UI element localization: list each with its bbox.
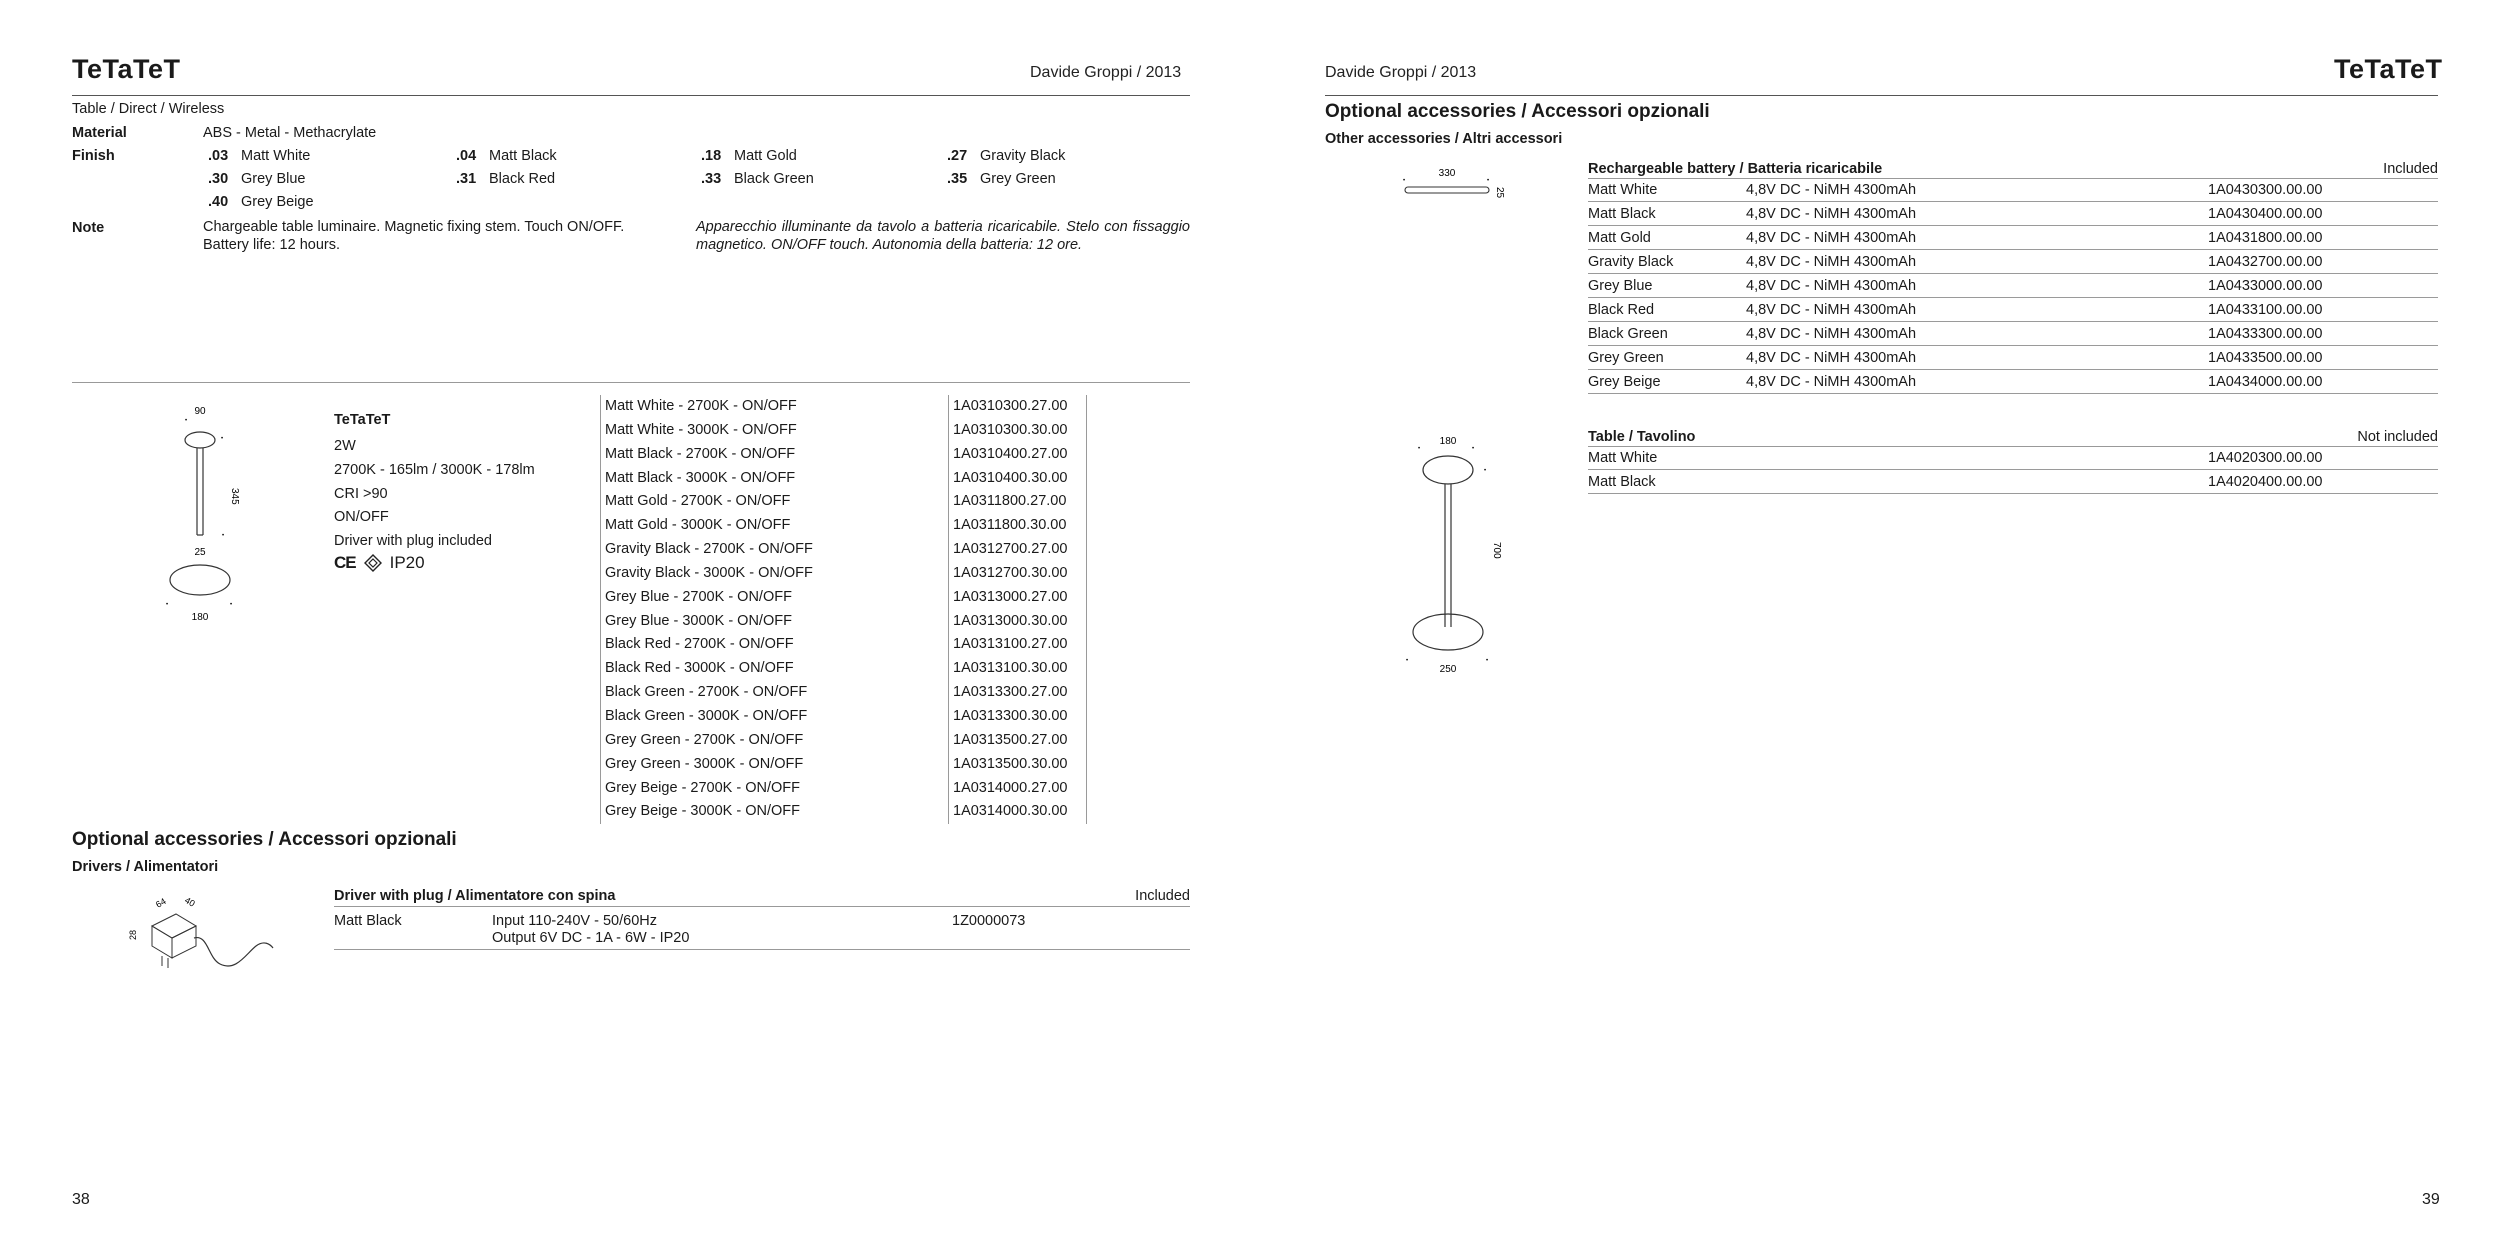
dim-dot: • <box>230 602 233 608</box>
driver-cable <box>194 938 273 966</box>
finish-name: Matt Gold <box>734 148 797 164</box>
product-code: 1A0314000.27.00 <box>953 779 1068 796</box>
finish-code: .27 <box>947 148 968 164</box>
dim-dot: • <box>222 533 225 539</box>
code-description: Matt Black - 2700K - ON/OFF <box>601 443 949 467</box>
driver-dim-b: 40 <box>183 895 197 909</box>
driver-header-rule <box>334 906 1190 907</box>
finish-item <box>208 147 310 165</box>
battery-status: Included <box>2383 161 2438 177</box>
code-table-row <box>601 705 1086 729</box>
page-title-right: TeTaTeT <box>2334 54 2443 84</box>
battery-code: 1A0433300.00.00 <box>2208 326 2323 342</box>
battery-spec: 4,8V DC - NiMH 4300mAh <box>1746 374 1917 390</box>
product-code: 1A0313100.27.00 <box>953 636 1068 653</box>
code-table-row <box>601 514 1086 538</box>
table-header: Table / Tavolino <box>1588 429 1696 445</box>
section-divider <box>72 382 1190 383</box>
accessories-title-left: Optional accessories / Accessori opzionali <box>72 829 457 850</box>
code-description: Grey Green - 2700K - ON/OFF <box>601 729 949 753</box>
code-description: Matt Gold - 3000K - ON/OFF <box>601 514 949 538</box>
battery-row <box>1588 226 2438 250</box>
code-description: Gravity Black - 3000K - ON/OFF <box>601 562 949 586</box>
battery-finish: Grey Beige <box>1588 374 1661 390</box>
product-spec: Driver with plug included <box>334 533 492 550</box>
code-table-row <box>601 729 1086 753</box>
finish-item <box>456 170 555 188</box>
driver-status: Included <box>1135 888 1190 904</box>
finish-item <box>456 147 557 165</box>
finish-name: Gravity Black <box>980 148 1066 164</box>
finish-item <box>208 193 314 211</box>
code-description: Grey Beige - 2700K - ON/OFF <box>601 777 949 801</box>
finish-item <box>208 170 305 188</box>
product-spec: 2W <box>334 438 356 454</box>
finish-code: .03 <box>208 148 229 164</box>
dim-dot: • <box>1484 468 1487 474</box>
driver-dim-a: 64 <box>154 896 168 910</box>
battery-spec: 4,8V DC - NiMH 4300mAh <box>1746 254 1917 270</box>
code-description: Grey Green - 3000K - ON/OFF <box>601 753 949 777</box>
battery-row <box>1588 250 2438 274</box>
side-table-finish: Matt Black <box>1588 474 1656 490</box>
dim-top-label: 90 <box>194 406 206 417</box>
driver-header: Driver with plug / Alimentatore con spina <box>334 888 616 904</box>
title-divider-right <box>1325 95 2438 96</box>
code-table-row <box>601 657 1086 681</box>
finish-name: Grey Green <box>980 171 1056 187</box>
ce-mark: CE <box>334 553 356 572</box>
side-table-finish: Matt White <box>1588 450 1658 466</box>
title-divider-left <box>72 95 1190 96</box>
code-description: Black Red - 2700K - ON/OFF <box>601 633 949 657</box>
dim-stem-label: 25 <box>194 547 206 558</box>
battery-row <box>1588 202 2438 226</box>
code-description: Black Green - 2700K - ON/OFF <box>601 681 949 705</box>
battery-finish: Gravity Black <box>1588 254 1674 270</box>
product-code: 1A0313500.27.00 <box>953 731 1068 748</box>
battery-spec: 4,8V DC - NiMH 4300mAh <box>1746 206 1917 222</box>
table-status: Not included <box>2357 429 2438 445</box>
battery-spec: 4,8V DC - NiMH 4300mAh <box>1746 350 1917 366</box>
accessories-subtitle-right: Other accessories / Altri accessori <box>1325 131 1563 147</box>
battery-row <box>1588 178 2438 202</box>
product-code: 1A0312700.27.00 <box>953 541 1068 558</box>
code-description: Grey Beige - 3000K - ON/OFF <box>601 800 949 824</box>
product-code: 1A0313100.30.00 <box>953 660 1068 677</box>
finish-label: Finish <box>72 148 115 164</box>
code-table-row <box>601 467 1086 491</box>
certifications <box>334 553 425 573</box>
lamp-head <box>185 432 215 448</box>
table-dim-top: 180 <box>1439 436 1457 447</box>
side-table-row <box>1588 470 2438 494</box>
battery-code: 1A0430300.00.00 <box>2208 182 2323 198</box>
code-description: Gravity Black - 2700K - ON/OFF <box>601 538 949 562</box>
product-spec: CRI >90 <box>334 485 388 502</box>
battery-code: 1A0432700.00.00 <box>2208 254 2323 270</box>
designer-left: Davide Groppi / 2013 <box>1030 64 1182 81</box>
driver-drawing <box>128 888 278 973</box>
code-description: Matt Gold - 2700K - ON/OFF <box>601 490 949 514</box>
note-label: Note <box>72 220 105 236</box>
side-table-row <box>1588 446 2438 470</box>
battery-code: 1A0433500.00.00 <box>2208 350 2323 366</box>
finish-name: Matt White <box>241 148 311 164</box>
table-dim-base: 250 <box>1439 664 1457 675</box>
battery-body <box>1405 187 1489 193</box>
battery-finish: Matt Gold <box>1588 230 1651 246</box>
side-table-code: 1A4020300.00.00 <box>2208 450 2323 466</box>
dim-height-label: 345 <box>229 488 240 505</box>
product-specs <box>334 435 535 554</box>
product-code: 1A0313000.27.00 <box>953 588 1068 605</box>
dim-dot: • <box>185 418 188 424</box>
battery-row <box>1588 274 2438 298</box>
battery-spec: 4,8V DC - NiMH 4300mAh <box>1746 182 1917 198</box>
table-dim-height: 700 <box>1491 542 1502 559</box>
driver-code: 1Z0000073 <box>952 913 1026 929</box>
accessories-subtitle-left: Drivers / Alimentatori <box>72 859 219 875</box>
battery-finish: Black Red <box>1588 302 1655 318</box>
code-description: Grey Blue - 3000K - ON/OFF <box>601 610 949 634</box>
code-description: Matt White - 2700K - ON/OFF <box>601 395 949 419</box>
table-base <box>1413 614 1483 650</box>
product-code: 1A0311800.27.00 <box>953 493 1067 510</box>
finish-code: .30 <box>208 171 229 187</box>
finish-name: Grey Blue <box>241 171 306 187</box>
product-code: 1A0310300.30.00 <box>953 421 1068 438</box>
driver-row-rule <box>334 949 1190 950</box>
code-table-row <box>601 753 1086 777</box>
code-table-row <box>601 633 1086 657</box>
code-table-row <box>601 490 1086 514</box>
product-code: 1A0311800.30.00 <box>953 517 1067 534</box>
code-table-row <box>601 395 1086 419</box>
battery-spec: 4,8V DC - NiMH 4300mAh <box>1746 278 1917 294</box>
battery-finish: Matt White <box>1588 182 1658 198</box>
battery-spec: 4,8V DC - NiMH 4300mAh <box>1746 326 1917 342</box>
battery-row <box>1588 298 2438 322</box>
table-top <box>1423 456 1473 484</box>
dim-dot: • <box>1472 446 1475 452</box>
battery-row <box>1588 346 2438 370</box>
finish-code: .18 <box>701 148 722 164</box>
battery-finish: Grey Green <box>1588 350 1664 366</box>
finish-name: Matt Black <box>489 148 557 164</box>
battery-finish: Black Green <box>1588 326 1668 342</box>
driver-dim-c: 28 <box>128 929 138 940</box>
ip-rating: IP20 <box>389 553 425 572</box>
page-number-right: 39 <box>2422 1191 2440 1208</box>
battery-finish: Matt Black <box>1588 206 1656 222</box>
dim-dot: • <box>1486 658 1489 664</box>
material-value: ABS - Metal - Methacrylate <box>203 125 377 141</box>
battery-row <box>1588 322 2438 346</box>
battery-dim-height: 25 <box>1494 187 1505 199</box>
code-description: Black Red - 3000K - ON/OFF <box>601 657 949 681</box>
battery-drawing <box>1395 160 1510 205</box>
battery-dim-length: 330 <box>1438 168 1456 179</box>
accessories-title-right: Optional accessories / Accessori opzionali <box>1325 101 1710 122</box>
lamp-base <box>170 565 230 595</box>
code-description: Matt White - 3000K - ON/OFF <box>601 419 949 443</box>
code-table-row <box>601 538 1086 562</box>
code-table-row <box>601 586 1086 610</box>
product-code-table <box>600 395 1087 824</box>
code-table-row <box>601 777 1086 801</box>
driver-top <box>152 914 196 938</box>
product-spec: 2700K - 165lm / 3000K - 178lm <box>334 461 535 478</box>
finish-item <box>701 147 797 165</box>
designer-right: Davide Groppi / 2013 <box>1325 64 1477 81</box>
code-table-row <box>601 562 1086 586</box>
product-spec: ON/OFF <box>334 509 389 526</box>
product-code: 1A0310300.27.00 <box>953 398 1068 414</box>
battery-code: 1A0431800.00.00 <box>2208 230 2323 246</box>
finish-code: .40 <box>208 194 229 210</box>
class-iii-icon <box>364 554 382 572</box>
code-table-row <box>601 610 1086 634</box>
category: Table / Direct / Wireless <box>72 101 225 117</box>
note-english: Chargeable table luminaire. Magnetic fixing stem. Touch ON/OFF. Battery life: 12 hours. <box>203 219 625 253</box>
driver-spec-input: Input 110-240V - 50/60Hz <box>492 913 657 929</box>
dim-dot: • <box>1403 178 1406 184</box>
product-code: 1A0313000.30.00 <box>953 612 1068 629</box>
finish-code: .04 <box>456 148 477 164</box>
finish-code: .31 <box>456 171 477 187</box>
material-label: Material <box>72 125 127 141</box>
code-table-row <box>601 419 1086 443</box>
battery-header: Rechargeable battery / Batteria ricaricabile <box>1588 161 1883 177</box>
battery-code: 1A0430400.00.00 <box>2208 206 2323 222</box>
code-table-row <box>601 681 1086 705</box>
page-title-left: TeTaTeT <box>72 54 181 84</box>
side-table-drawing <box>1400 430 1510 680</box>
driver-finish: Matt Black <box>334 913 402 929</box>
battery-code: 1A0433100.00.00 <box>2208 302 2323 318</box>
side-table-code: 1A4020400.00.00 <box>2208 474 2323 490</box>
driver-front <box>172 926 196 958</box>
dim-dot: • <box>1418 446 1421 452</box>
finish-item <box>947 147 1065 165</box>
finish-item <box>701 170 814 188</box>
product-code: 1A0312700.30.00 <box>953 564 1068 581</box>
battery-row <box>1588 370 2438 394</box>
product-code: 1A0313300.30.00 <box>953 707 1068 724</box>
product-name: TeTaTeT <box>334 412 391 428</box>
driver-side <box>152 926 172 958</box>
code-description: Black Green - 3000K - ON/OFF <box>601 705 949 729</box>
product-code: 1A0310400.27.00 <box>953 445 1068 462</box>
dim-base-label: 180 <box>191 612 209 623</box>
product-code: 1A0313300.27.00 <box>953 684 1068 701</box>
battery-code: 1A0433000.00.00 <box>2208 278 2323 294</box>
battery-spec: 4,8V DC - NiMH 4300mAh <box>1746 302 1917 318</box>
code-description: Grey Blue - 2700K - ON/OFF <box>601 586 949 610</box>
finish-item <box>947 170 1056 188</box>
driver-spec-output: Output 6V DC - 1A - 6W - IP20 <box>492 930 690 946</box>
finish-code: .35 <box>947 171 968 187</box>
dim-dot: • <box>221 436 224 442</box>
battery-spec: 4,8V DC - NiMH 4300mAh <box>1746 230 1917 246</box>
finish-name: Grey Beige <box>241 194 314 210</box>
code-description: Matt Black - 3000K - ON/OFF <box>601 467 949 491</box>
battery-finish: Grey Blue <box>1588 278 1653 294</box>
code-table-row <box>601 800 1086 824</box>
product-code: 1A0314000.30.00 <box>953 803 1068 820</box>
note-italian: Apparecchio illuminante da tavolo a batteria ricaricabile. Stelo con fissaggio magnetico. ON/OFF touch. Autonomia della batteria: 12 ore. <box>696 219 1190 253</box>
code-table-row <box>601 443 1086 467</box>
dim-dot: • <box>1487 178 1490 184</box>
finish-code: .33 <box>701 171 722 187</box>
finish-name: Black Green <box>734 171 814 187</box>
product-code: 1A0313500.30.00 <box>953 755 1068 772</box>
lamp-drawing <box>150 400 250 630</box>
dim-dot: • <box>1406 658 1409 664</box>
finish-name: Black Red <box>489 171 556 187</box>
dim-dot: • <box>166 602 169 608</box>
page-number-left: 38 <box>72 1191 90 1208</box>
battery-code: 1A0434000.00.00 <box>2208 374 2323 390</box>
product-code: 1A0310400.30.00 <box>953 469 1068 486</box>
